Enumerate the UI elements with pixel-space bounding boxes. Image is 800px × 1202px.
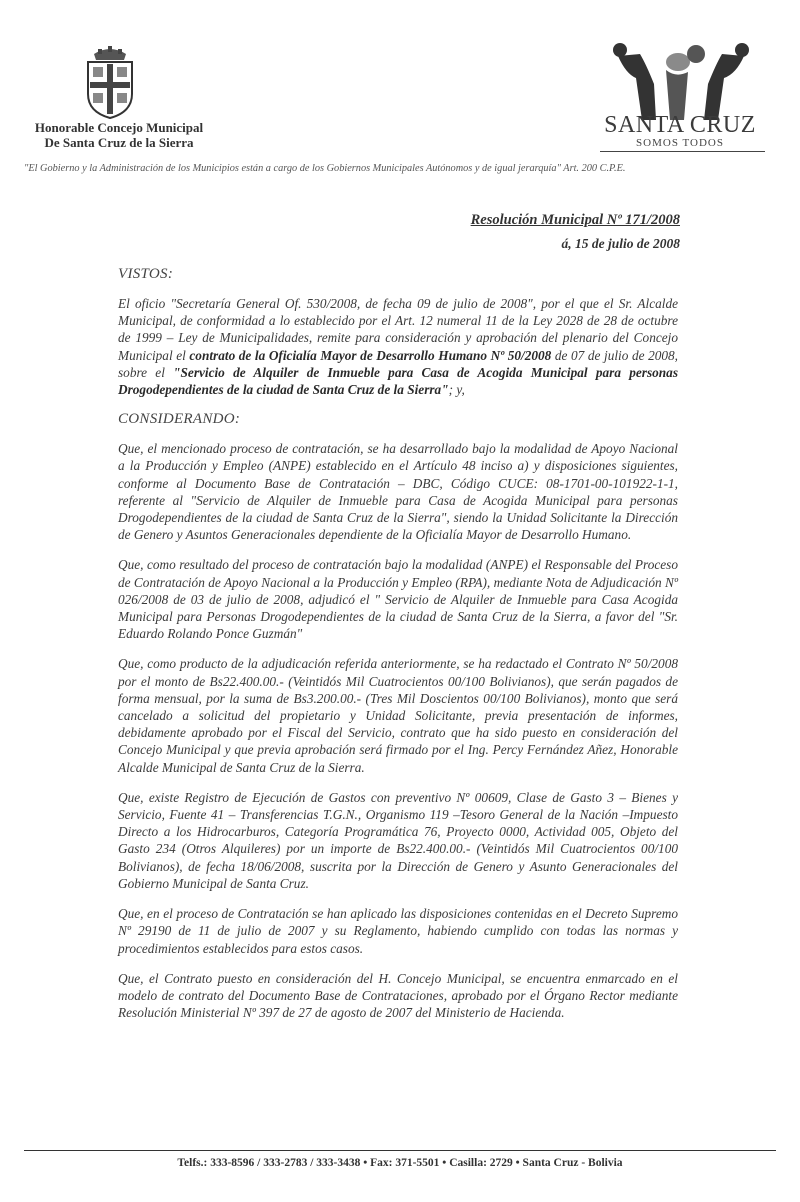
vistos-contract-ref: contrato de la Oficialía Mayor de Desarrollo Humano Nº 50/2008 bbox=[189, 347, 552, 363]
council-line-2: De Santa Cruz de la Sierra bbox=[44, 135, 194, 150]
footer-contact: Telfs.: 333-8596 / 333-2783 / 333-3438 • Fax: 371-5501 • Casilla: 2729 • Santa Cruz - Bolivia bbox=[177, 1157, 623, 1169]
vistos-text-3: ; y, bbox=[448, 382, 465, 398]
council-name bbox=[24, 120, 214, 150]
vistos-text-2: de 07 de julio de 2008, sobre el bbox=[118, 347, 678, 380]
logo-subtitle: SOMOS TODOS bbox=[636, 137, 724, 149]
considerando-paragraph: Que, como resultado del proceso de contratación bajo la modalidad (ANPE) el Responsable del Proceso de Contratación de Apoyo Nacional a la Producción y Empleo (RPA), mediante Nota de Adjudicación Nº 026/2008 de 03 de julio de 2008, adjudicó el " Servicio de Alquiler de Inmueble para Casa Acogida Municipal para Personas Drogodependientes de la ciudad de Santa Cruz de la Sierra, a favor del "Sr. Eduardo Rolando Ponce Guzmán" bbox=[118, 557, 678, 642]
council-line-1: Honorable Concejo Municipal bbox=[34, 120, 204, 135]
resolution-body bbox=[118, 266, 678, 1034]
vistos-paragraph bbox=[118, 295, 678, 398]
coat-of-arms-icon bbox=[80, 44, 140, 120]
vistos-service-name: "Servicio de Alquiler de Inmueble para Casa de Acogida Municipal para personas Drogodependientes de la ciudad de Santa Cruz de la Sierra" bbox=[118, 364, 678, 398]
considerando-paragraph: Que, como producto de la adjudicación referida anteriormente, se ha redactado el Contrato Nº 50/2008 por el monto de Bs22.400.00.- (Veintidós Mil Cuatrocientos 00/100 Bolivianos), que serán pagados de forma mensual, por la suma de Bs3.200.00.- (Tres Mil Doscientos 00/100 Bolivianos), monto que será cancelado a solicitud del propietario y Unidad Solicitante, previa presentación de informes, debidamente aprobado por el Fiscal del Servicio, contrato que ha sido puesto en consideración del Concejo Municipal y que previa aprobación será firmado por el Ing. Percy Fernández Añez, Honorable Alcalde Municipal de Santa Cruz de la Sierra. bbox=[118, 656, 678, 775]
footer-divider bbox=[24, 1150, 776, 1151]
resolution-date: á, 15 de julio de 2008 bbox=[561, 236, 680, 251]
section-vistos: VISTOS: bbox=[118, 266, 174, 282]
considerando-paragraph: Que, el Contrato puesto en consideración del H. Concejo Municipal, se encuentra enmarcado en el modelo de contrato del Documento Base de Contrataciones, aprobado por el Órgano Rector mediante Resolución Ministerial Nº 397 de 27 de agosto de 2007 del Ministerio de Hacienda. bbox=[118, 970, 678, 1021]
logo-title: SANTA CRUZ bbox=[604, 112, 756, 138]
logo-underline bbox=[600, 151, 765, 152]
santa-cruz-people-logo-icon bbox=[596, 34, 766, 124]
constitution-quote: "El Gobierno y la Administración de los Municipios están a cargo de los Gobiernos Municipales Autónomos y de igual jerarquía" Art. 200 C.P.E. bbox=[24, 163, 626, 174]
vistos-text-1: El oficio "Secretaría General Of. 530/2008, de fecha 09 de julio de 2008", por el que el Sr. Alcalde Municipal, de conformidad a lo establecido por el Art. 12 numeral 11 de la Ley 2028 de 28 de octubre de 1999 – Ley de Municipalidades, remite para consideración y aprobación del plenario del Concejo Municipal el bbox=[118, 296, 678, 363]
considerando-paragraph: Que, existe Registro de Ejecución de Gastos con preventivo Nº 00609, Clase de Gasto 3 – Bienes y Servicio, Fuente 41 – Transferencias T.G.N., Organismo 119 –Tesoro General de la Nación –Impuesto Directo a los Hidrocarburos, Categoría Programática 76, Proyecto 0000, Actividad 005, Objeto del Gasto 234 (Otros Alquileres) por un importe de Bs22.400.00.- (Veintidós Mil Cuatrocientos 00/100 Bolivianos), de fecha 18/06/2008, suscrita por la Dirección de Genero y Asunto Generacionales del Gobierno Municipal de Santa Cruz. bbox=[118, 789, 678, 891]
considerando-paragraph: Que, en el proceso de Contratación se han aplicado las disposiciones contenidas en el Decreto Supremo Nº 29190 de 11 de julio de 2007 y su Reglamento, habiendo cumplido con todas las normas y procedimientos establecidos para estos casos. bbox=[118, 906, 678, 956]
section-considerando: CONSIDERANDO: bbox=[118, 411, 241, 428]
considerando-paragraph: Que, el mencionado proceso de contratación, se ha desarrollado bajo la modalidad de Apoyo Nacional a la Producción y Empleo (ANPE) establecido en el Artículo 48 inciso a) y disposiciones siguientes, conforme al Documento Base de Contratación – DBC, Código CUCE: 08-1701-00-101922-1-1, referente al "Servicio de Alquiler de Inmueble para Casa de Acogida Municipal para personas Drogodependientes de la ciudad de Santa Cruz de la Sierra", siendo la Unidad Solicitante la Dirección de Genero y Asuntos Generacionales dependiente de la Oficialía Mayor de Desarrollo Humano. bbox=[118, 441, 678, 543]
resolution-title: Resolución Municipal Nº 171/2008 bbox=[470, 212, 680, 228]
